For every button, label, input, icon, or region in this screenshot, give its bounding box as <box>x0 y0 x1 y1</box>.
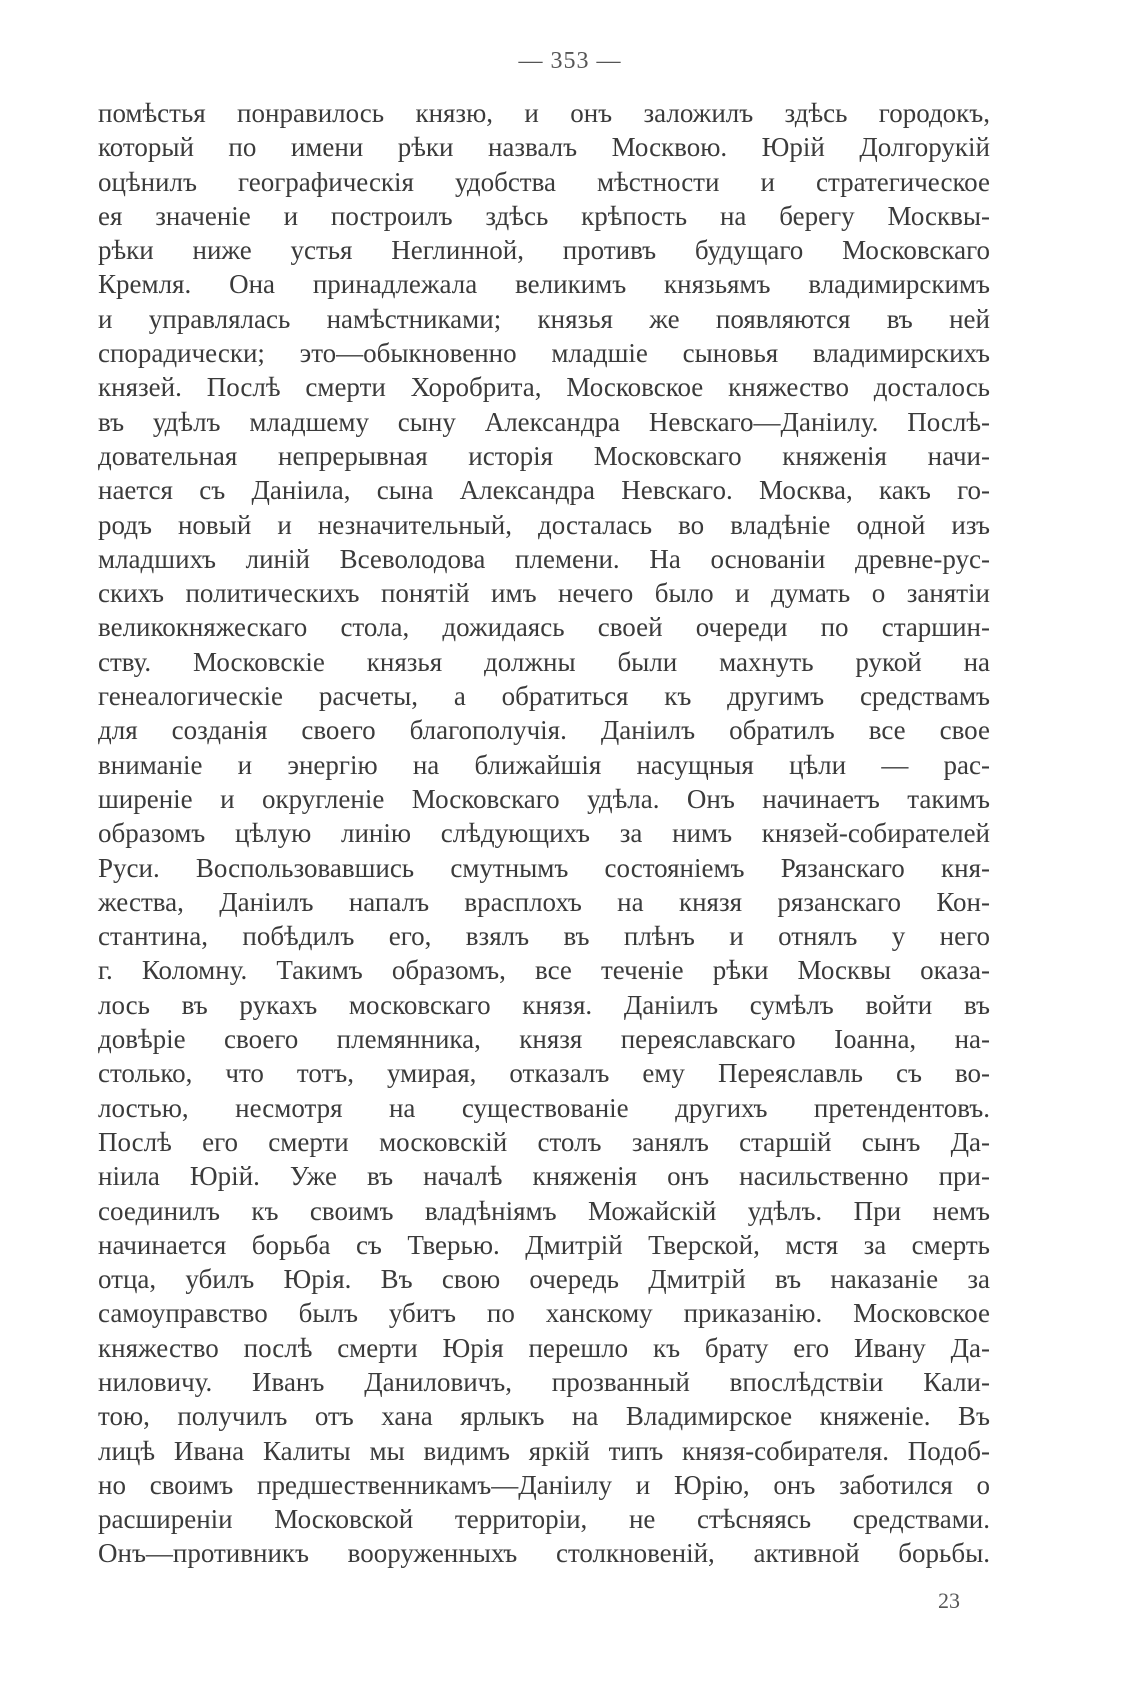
text-line: начинается борьба съ Тверью. Дмитрій Тверской, мстя за смерть <box>98 1229 990 1260</box>
page-number: — 353 — <box>518 48 622 74</box>
text-line: который по имени рѣки назвалъ Москвою. Юрій Долгорукій <box>98 132 990 163</box>
text-line: соединилъ къ своимъ владѣніямъ Можайскій удѣлъ. При немъ <box>98 1195 990 1226</box>
text-line: лицѣ Ивана Калиты мы видимъ яркій типъ князя-собирателя. Подоб- <box>98 1435 990 1466</box>
text-line: скихъ политическихъ понятій имъ нечего было и думать о занятіи <box>98 578 990 609</box>
text-line: нается съ Даніила, сына Александра Невскаго. Москва, какъ го- <box>98 475 990 506</box>
text-line: жества, Даніилъ напалъ врасплохъ на князя рязанскаго Кон- <box>98 886 990 917</box>
text-line: ниловичу. Иванъ Даниловичъ, прозванный впослѣдствіи Кали- <box>98 1366 990 1397</box>
text-line: Онъ—противникъ вооруженныхъ столкновеній, активной борьбы. <box>98 1538 990 1569</box>
text-line: для созданія своего благополучія. Даніилъ обратилъ все свое <box>98 715 990 746</box>
text-line: ширеніе и округленіе Московскаго удѣла. Онъ начинаетъ такимъ <box>98 783 990 814</box>
text-line: Кремля. Она принадлежала великимъ князьямъ владимирскимъ <box>98 269 990 300</box>
text-line: въ удѣлъ младшему сыну Александра Невскаго—Даніилу. Послѣ- <box>98 406 990 437</box>
text-line: ея значеніе и построилъ здѣсь крѣпость на берегу Москвы- <box>98 200 990 231</box>
text-line: лось въ рукахъ московскаго князя. Даніилъ сумѣлъ войти въ <box>98 989 990 1020</box>
text-line: тою, получилъ отъ хана ярлыкъ на Владимирское княженіе. Въ <box>98 1401 990 1432</box>
text-line: образомъ цѣлую линію слѣдующихъ за нимъ князей-собирателей <box>98 818 990 849</box>
text-line: младшихъ линій Всеволодова племени. На основаніи древне-рус- <box>98 543 990 574</box>
text-line: помѣстья понравилось князю, и онъ заложилъ здѣсь городокъ, <box>98 98 990 128</box>
text-line: г. Коломну. Такимъ образомъ, все теченіе рѣки Москвы оказа- <box>98 955 990 986</box>
text-line: рѣки ниже устья Неглинной, противъ будущаго Московскаго <box>98 235 990 266</box>
text-line: расширеніи Московской территоріи, не стѣсняясь средствами. <box>98 1504 990 1535</box>
printer-signature-mark: 23 <box>938 1588 960 1613</box>
text-line: отца, убилъ Юрія. Въ свою очередь Дмитрій въ наказаніе за <box>98 1264 990 1295</box>
text-line: довательная непрерывная исторія Московскаго княженія начи- <box>98 440 990 471</box>
text-line: ніила Юрій. Уже въ началѣ княженія онъ насильственно при- <box>98 1161 990 1192</box>
text-line: довѣріе своего племянника, князя переяславскаго Іоанна, на- <box>98 1024 990 1055</box>
text-line: но своимъ предшественникамъ—Даніилу и Юрію, онъ заботился о <box>98 1469 990 1500</box>
text-line: спорадически; это—обыкновенно младшіе сыновья владимирскихъ <box>98 338 990 369</box>
text-line: родъ новый и незначительный, досталась во владѣніе одной изъ <box>98 509 990 540</box>
text-line: Руси. Воспользовавшись смутнымъ состояніемъ Рязанскаго кня- <box>98 852 990 883</box>
text-line: генеалогическіе расчеты, а обратиться къ другимъ средствамъ <box>98 681 990 712</box>
text-line: столько, что тотъ, умирая, отказалъ ему Переяславль съ во- <box>98 1058 990 1089</box>
text-line: вниманіе и энергію на ближайшія насущныя цѣли — рас- <box>98 749 990 780</box>
text-line: княжество послѣ смерти Юрія перешло къ брату его Ивану Да- <box>98 1332 990 1363</box>
text-line: князей. Послѣ смерти Хоробрита, Московское княжество досталось <box>98 372 990 403</box>
text-line: великокняжескаго стола, дожидаясь своей очереди по старшин- <box>98 612 990 643</box>
text-line: Послѣ его смерти московскій столъ занялъ старшій сынъ Да- <box>98 1126 990 1157</box>
text-line: и управлялась намѣстниками; князья же появляются въ ней <box>98 303 990 334</box>
text-line: лостью, несмотря на существованіе другихъ претендентовъ. <box>98 1092 990 1123</box>
body-text <box>98 96 990 1571</box>
text-line: ству. Московскіе князья должны были махнуть рукой на <box>98 646 990 677</box>
text-line: самоуправство былъ убитъ по ханскому приказанію. Московское <box>98 1298 990 1329</box>
text-line: оцѣнилъ географическія удобства мѣстности и стратегическое <box>98 166 990 197</box>
text-line: стантина, побѣдилъ его, взялъ въ плѣнъ и отнялъ у него <box>98 921 990 952</box>
